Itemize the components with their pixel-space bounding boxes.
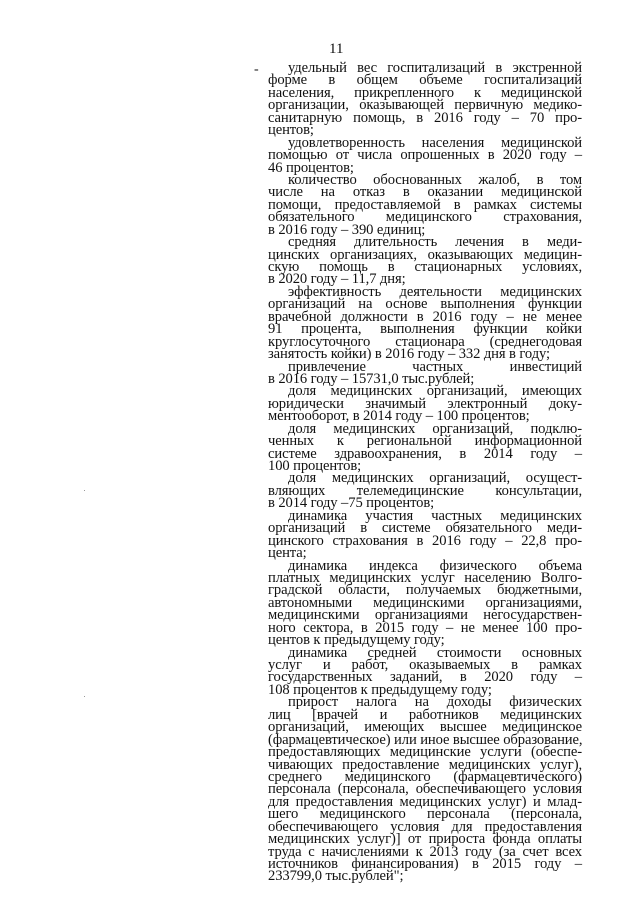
text-line: помощи, предоставляемой в рамках системы [268, 196, 582, 213]
list-marker: - [254, 62, 259, 77]
text-line: лиц [врачей и работников медицинских [268, 706, 582, 723]
paragraph [268, 236, 582, 286]
paragraph [268, 557, 582, 649]
text-line: юридически значимый электронный доку- [268, 395, 582, 412]
text-line: обязательного медицинского страхования, [268, 209, 582, 226]
text-line: скую помощь в стационарных условиях, [268, 259, 582, 275]
text-line: доля медицинских организаций, подклю- [288, 420, 582, 437]
text-line: центов; [268, 122, 314, 139]
paragraph [268, 62, 582, 137]
text-line: круглосуточного стационара (среднегодовая [268, 333, 582, 350]
text-line: в 2016 году – 390 единиц; [268, 221, 426, 238]
text-line: в 2014 году –75 процентов; [268, 495, 435, 512]
text-line: ментооборот, в 2014 году – 100 процентов; [268, 408, 530, 425]
paragraph [268, 134, 582, 176]
text-line: помощью от числа опрошенных в 2020 году – [268, 147, 582, 164]
text-line: градской области, получаемых бюджетными, [268, 582, 582, 599]
text-line: средняя длительность лечения в меди- [288, 234, 582, 251]
text-line: для предоставления медицинских услуг) и млад- [268, 793, 582, 810]
text-line: цента; [268, 545, 307, 562]
text-line: организаций в системе обязательного меди- [268, 520, 582, 537]
text-line: системе здравоохранения, в 2014 году – [268, 445, 582, 462]
text-line: среднего медицинского (фармацевтического) [268, 768, 582, 785]
paragraph [268, 470, 582, 512]
paragraph [268, 644, 582, 698]
text-line: прирост налога на доходы физических [288, 694, 582, 711]
text-line: медицинскими организациями негосударствен- [268, 607, 582, 624]
scan-speck [84, 490, 85, 491]
text-line: 100 процентов; [268, 458, 362, 474]
text-line: населения, прикрепленного к медицинской [268, 84, 582, 101]
text-line: персонала (персонала, обеспечивающего условия [268, 781, 582, 798]
text-line: врачебной должности в 2016 году – не менее [268, 308, 582, 325]
text-line: в 2020 году – 11,7 дня; [268, 271, 406, 288]
text-line: количество обоснованных жалоб, в том [288, 171, 582, 188]
text-line: цинских организациях, оказывающих медицин- [268, 246, 582, 263]
text-line: шего медицинского персонала (персонала, [268, 806, 582, 823]
text-line: платных медицинских услуг населению Волго- [268, 569, 582, 586]
text-line: привлечение частных инвестиций [288, 358, 582, 375]
text-line: центов к предыдущему году; [268, 632, 445, 649]
text-line: занятость койки) в 2016 году – 332 дня в году; [268, 346, 550, 363]
text-line: доля медицинских организаций, осущест- [288, 470, 582, 487]
text-line: (фармацевтическое) или иное высшее образование, [268, 731, 583, 748]
text-line: труда с начислениями к 2013 году (за счет всех [268, 843, 582, 860]
paragraph [268, 383, 582, 425]
text-line: государственных заданий, в 2020 году – [268, 669, 582, 686]
text-line: источников финансирования) в 2015 году – [268, 856, 582, 872]
text-line: медицинских услуг)] от прироста фонда оплаты [268, 831, 582, 848]
paragraph [268, 696, 582, 883]
paragraph [268, 283, 582, 363]
text-line: числе на отказ в оказании медицинской [268, 184, 582, 201]
text-line: ченных к региональной информационной [268, 433, 582, 450]
text-line: 233799,0 тыс.рублей"; [268, 868, 404, 885]
text-line: динамика средней стоимости основных [288, 644, 582, 661]
text-line: обеспечивающего условия для предоставления [268, 818, 582, 835]
text-line: организаций, имеющих высшее медицинское [268, 719, 582, 736]
paragraph [268, 420, 582, 474]
text-line: 108 процентов к предыдущему году; [268, 681, 492, 698]
text-line: чивающих предоставление медицинских услуг), [268, 756, 582, 773]
text-line: организаций на основе выполнения функции [268, 296, 582, 313]
text-line: цинского страхования в 2016 году – 22,8 про- [268, 532, 582, 549]
document-body [268, 62, 582, 883]
text-line: санитарную помощь, в 2016 году – 70 про- [268, 109, 582, 126]
scan-speck [84, 696, 85, 697]
text-line: 46 процентов; [268, 159, 354, 176]
text-line: динамика участия частных медицинских [288, 507, 582, 524]
paragraph [268, 171, 582, 238]
paragraph [268, 358, 582, 387]
text-line: вляющих телемедицинские консультации, [268, 482, 582, 499]
text-line: динамика индекса физического объема [288, 557, 582, 574]
text-line: в 2016 году – 15731,0 тыс.рублей; [268, 370, 475, 387]
paragraph [268, 507, 582, 562]
text-line: услуг и работ, оказываемых в рамках [268, 657, 582, 673]
text-line: удовлетворенность населения медицинской [288, 134, 582, 151]
text-line: ного сектора, в 2015 году – не менее 100 про- [268, 619, 582, 636]
text-line: форме в общем объеме госпитализаций [268, 72, 582, 89]
text-line: доля медицинских организаций, имеющих [288, 383, 582, 400]
text-line: 91 процента, выполнения функции койки [268, 321, 582, 338]
text-line: автономными медицинскими организациями, [268, 594, 582, 611]
text-line: эффективность деятельности медицинских [288, 283, 582, 300]
page-number: 11 [329, 41, 344, 57]
text-line: организации, оказывающей первичную медико- [268, 97, 582, 114]
text-line: удельный вес госпитализаций в экстренной [288, 60, 582, 76]
text-line: предоставляющих медицинские услуги (обеспе- [268, 744, 582, 761]
